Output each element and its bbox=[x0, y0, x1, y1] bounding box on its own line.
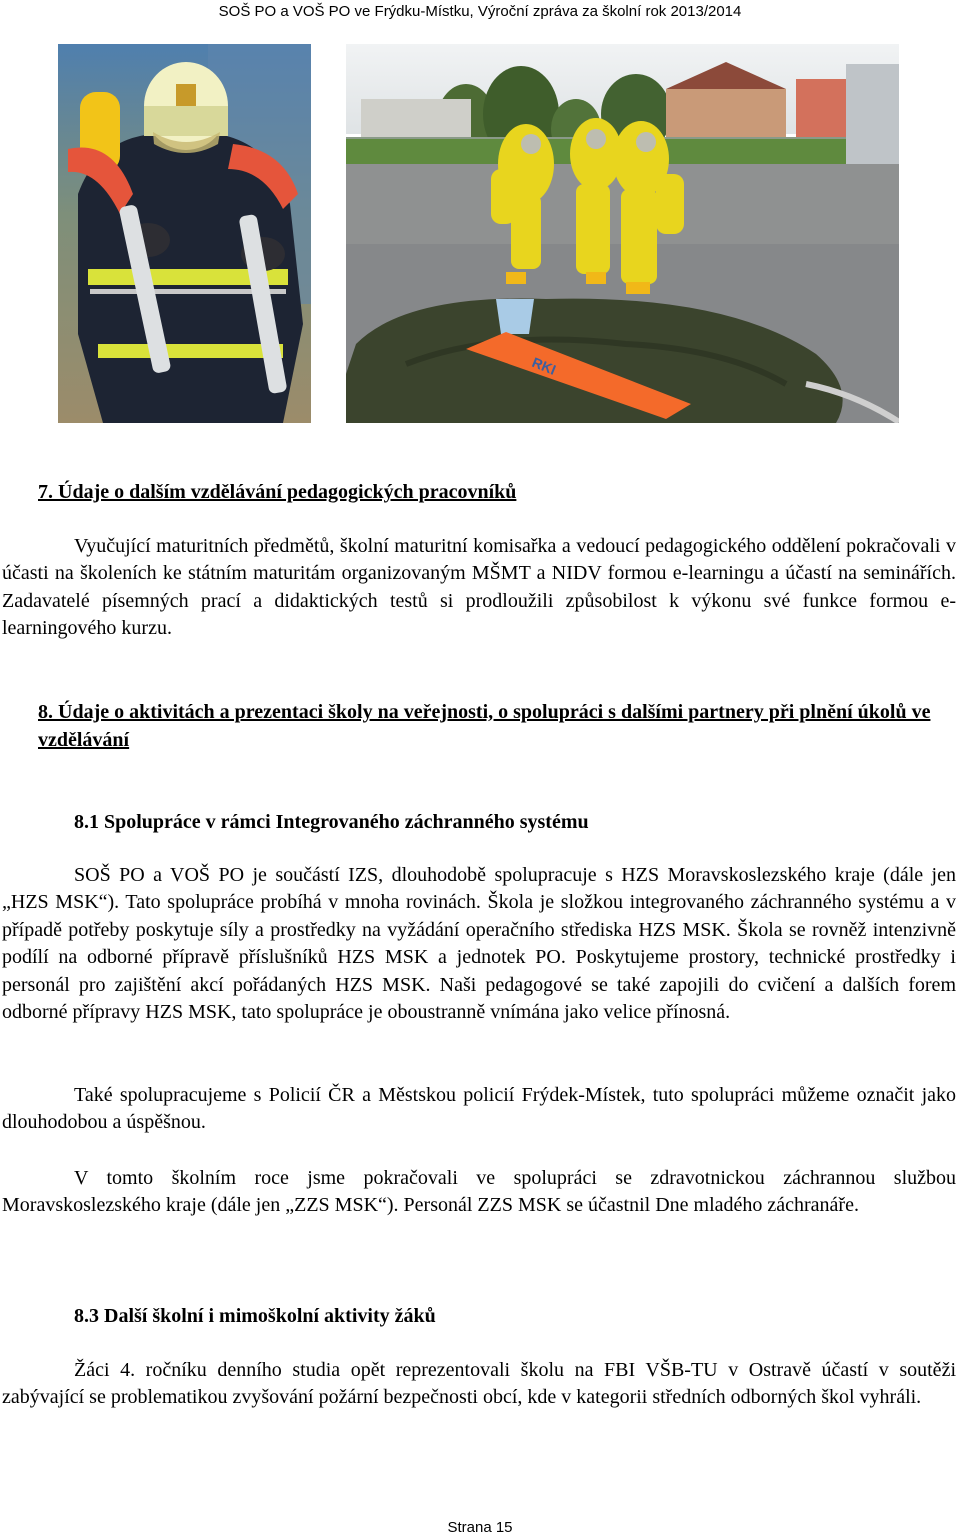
firefighter-photo bbox=[58, 44, 311, 423]
section-8-title: 8. Údaje o aktivitách a prezentaci školy na veřejnosti, o spolupráci s dalšími partnery při plnění úkolů ve vzdělávání bbox=[38, 701, 931, 751]
section-8-3-title: 8.3 Další školní i mimoškolní aktivity žáků bbox=[74, 1305, 436, 1327]
section-7-title: 7. Údaje o dalším vzdělávání pedagogických pracovníků bbox=[38, 481, 517, 503]
section-8-1-paragraph-1: SOŠ PO a VOŠ PO je součástí IZS, dlouhodobě spolupracuje s HZS Moravskoslezského kraje (dále jen „HZS MSK“). Tato spolupráce probíhá v mnoha rovinách. Škola je složkou integrovaného záchranného systému a v případě potřeby poskytuje síly a prostředky na vyžádání operačního střediska HZS MSK. Škola se rovněž intenzivně podílí na odborné přípravě příslušníků HZS MSK a jednotek PO. Poskytujeme prostory, technické prostředky i personál pro zajištění akcí pořádaných HZS MSK. Naši pedagogové se také zapojili do cvičení a dalších forem odborné přípravy HZS MSK, tato spolupráce je oboustranně vnímána jako velice přínosná. bbox=[2, 864, 956, 1024]
stretcher-label: RKI bbox=[529, 353, 559, 378]
page-header: SOŠ PO a VOŠ PO ve Frýdku-Místku, Výroční zpráva za školní rok 2013/2014 bbox=[218, 3, 742, 20]
section-7-paragraph: Vyučující maturitních předmětů, školní maturitní komisařka a vedoucí pedagogického oddělení pokračovali v účasti na školeních ke státním maturitám organizovaným MŠMT a NIDV formou e-learningu a účastí na seminářích. Zadavatelé písemných prací a didaktických testů si prodloužili způsobilost k výkonu své funkce formou e-learningového kurzu. bbox=[2, 535, 956, 640]
section-8-3-paragraph: Žáci 4. ročníku denního studia opět reprezentovali školu na FBI VŠB-TU v Ostravě účastí v soutěži zabývající se problematikou zvyšování požární bezpečnosti obcí, kde v kategorii středních odborných škol vyhráli. bbox=[2, 1359, 956, 1409]
hazmat-drill-photo bbox=[346, 44, 899, 423]
section-8-1-paragraph-3: V tomto školním roce jsme pokračovali ve spolupráci se zdravotnickou záchrannou službou Moravskoslezského kraje (dále jen „ZZS MSK“). Personál ZZS MSK se účastnil Dne mladého záchranáře. bbox=[2, 1167, 956, 1217]
section-8-1-title: 8.1 Spolupráce v rámci Integrovaného záchranného systému bbox=[74, 811, 589, 833]
section-8-1-paragraph-2: Také spolupracujeme s Policií ČR a Městskou policií Frýdek-Místek, tuto spolupráci můžeme označit jako dlouhodobou a úspěšnou. bbox=[2, 1084, 956, 1134]
page-number: Strana 15 bbox=[447, 1519, 513, 1536]
